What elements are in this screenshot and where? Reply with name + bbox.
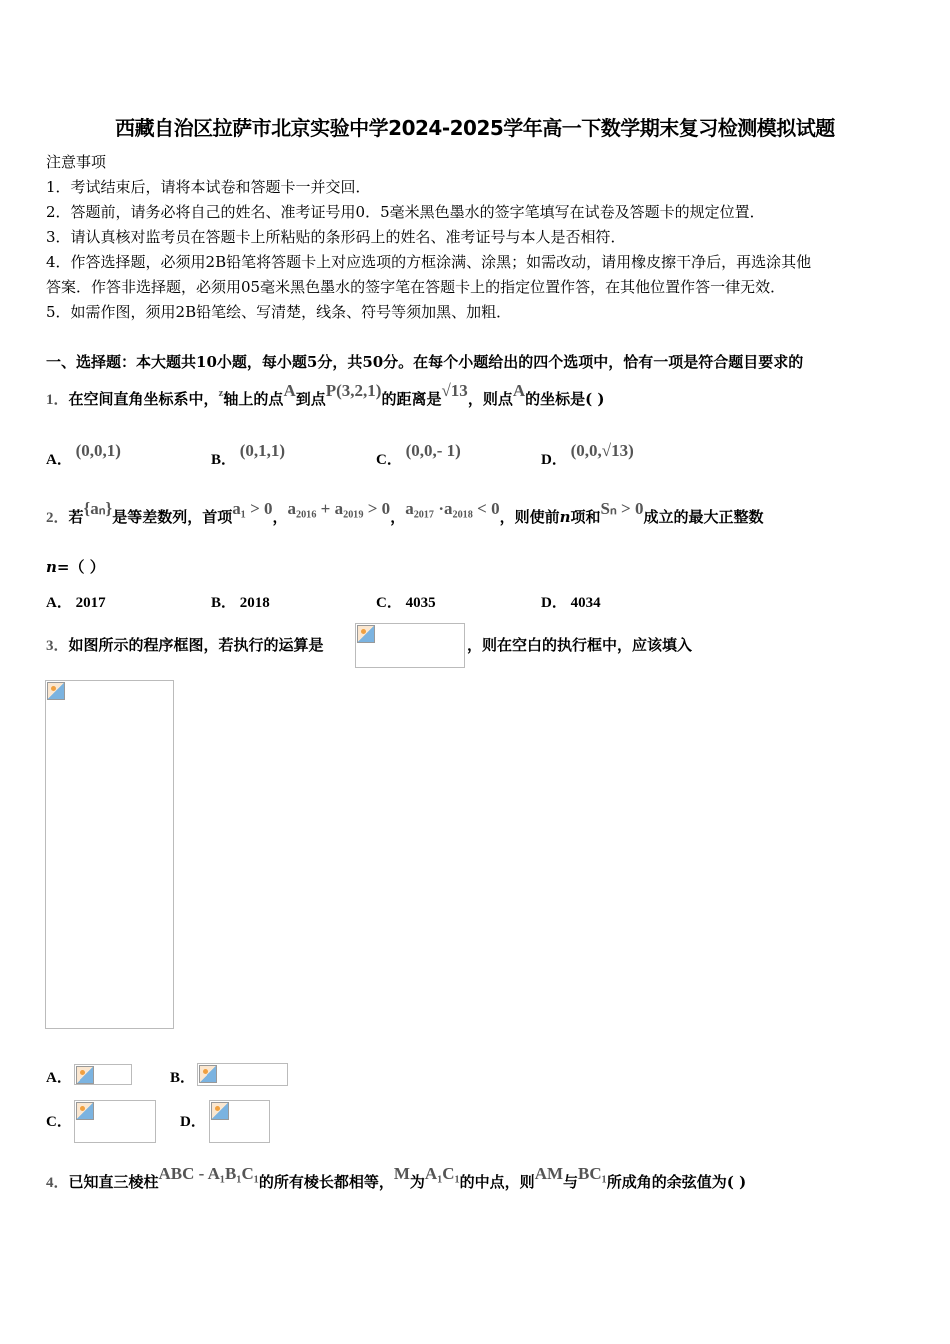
notes-heading: 注意事项	[46, 153, 107, 171]
q-text: 已知直三棱柱	[68, 1173, 159, 1191]
q-text: 是等差数列，首项	[112, 508, 233, 526]
q-number: 1．	[46, 392, 69, 408]
math: A	[512, 381, 526, 400]
question-2	[46, 499, 764, 527]
option-d[interactable]	[541, 441, 634, 469]
question-2-cont	[46, 556, 105, 577]
math: a₂₀₁₆ + a₂₀₁₉ > 0	[287, 499, 391, 518]
option-label: A．	[46, 452, 72, 468]
q-text: 如图所示的程序框图，若执行的运算是	[68, 636, 324, 654]
note-item: 答案．作答非选择题，必须用05毫米黑色墨水的签字笔在答题卡上的指定位置作答，在其他位置作答一律无效．	[46, 278, 786, 296]
broken-image-option-b	[197, 1063, 288, 1086]
option-value: 4034	[570, 595, 601, 611]
note-item: 2．答题前，请务必将自己的姓名、准考证号用0．5毫米黑色墨水的签字笔填写在试卷及答题卡的规定位置．	[46, 203, 765, 221]
option-label: B．	[211, 595, 237, 611]
q-text: ，	[272, 508, 288, 526]
question-3-cont: ，则在空白的执行框中，应该填入	[467, 636, 693, 654]
option-d[interactable]	[541, 591, 601, 612]
option-value: (0,1,1)	[239, 441, 286, 460]
option-a[interactable]	[46, 591, 106, 612]
option-label: D．	[541, 595, 567, 611]
math: ABC - A₁B₁C₁	[158, 1164, 259, 1183]
q-number: 3．	[46, 638, 69, 654]
q-text: ，	[390, 508, 406, 526]
broken-image-operation	[355, 623, 465, 668]
option-label: B．	[211, 452, 237, 468]
note-item: 1．考试结束后，请将本试卷和答题卡一并交回．	[46, 178, 371, 196]
q-text: 在空间直角坐标系中，	[68, 390, 219, 408]
q-number: 2．	[46, 510, 69, 526]
math: √13	[441, 381, 468, 400]
math: P(3,2,1)	[325, 381, 382, 400]
math: M	[393, 1164, 410, 1183]
option-c[interactable]	[376, 441, 461, 469]
q-text: 为	[409, 1173, 425, 1191]
option-value: (0,0,- 1)	[405, 441, 461, 460]
math: BC₁	[578, 1164, 607, 1183]
q-text: n	[559, 508, 571, 526]
broken-image-icon	[199, 1065, 217, 1083]
q-text: 所成角的余弦值为( )	[606, 1173, 747, 1191]
section-heading: 一、选择题：本大题共10小题，每小题5分，共50分。在每个小题给出的四个选项中，恰有一项是符合题目要求的	[46, 353, 804, 371]
option-value: 2017	[75, 595, 106, 611]
q-text: 的中点，则	[459, 1173, 535, 1191]
q-text: 到点	[295, 390, 326, 408]
note-item: 3．请认真核对监考员在答题卡上所粘贴的条形码上的姓名、准考证号与本人是否相符．	[46, 228, 626, 246]
math: AM	[534, 1164, 564, 1183]
q-text: 成立的最大正整数	[643, 508, 764, 526]
option-b[interactable]	[211, 441, 286, 469]
broken-image-option-c	[74, 1100, 156, 1143]
broken-image-icon	[76, 1066, 94, 1084]
q-text: 的所有棱长都相等，	[258, 1173, 394, 1191]
option-a[interactable]	[46, 441, 121, 469]
question-4	[46, 1164, 747, 1192]
option-b[interactable]	[211, 591, 270, 612]
broken-image-option-a	[74, 1064, 132, 1085]
broken-image-flowchart	[45, 680, 174, 1029]
q-text: =（ ）	[56, 558, 105, 576]
option-c[interactable]	[376, 591, 436, 612]
q-text: 与	[563, 1173, 579, 1191]
math: {aₙ}	[83, 499, 113, 518]
option-value: (0,0,√13)	[570, 441, 634, 460]
option-d[interactable]: D．	[180, 1114, 206, 1130]
math: a₁ > 0	[232, 499, 273, 518]
option-value: 2018	[239, 595, 270, 611]
option-label: A．	[46, 595, 72, 611]
page-title: 西藏自治区拉萨市北京实验中学2024-2025学年高一下数学期末复习检测模拟试题	[115, 116, 835, 140]
option-label: C．	[376, 595, 402, 611]
math: a₂₀₁₇ ·a₂₀₁₈ < 0	[405, 499, 500, 518]
option-value: 4035	[405, 595, 436, 611]
math: z	[218, 387, 224, 399]
q-text: n	[46, 558, 57, 576]
note-item: 4．作答选择题，必须用2B铅笔将答题卡上对应选项的方框涂满、涂黑；如需改动，请用橡皮擦干净后，再选涂其他	[46, 253, 812, 271]
broken-image-icon	[357, 625, 375, 643]
option-label: D．	[541, 452, 567, 468]
broken-image-icon	[211, 1102, 229, 1120]
option-c[interactable]: C．	[46, 1114, 72, 1130]
q-text: 若	[68, 508, 84, 526]
broken-image-icon	[47, 682, 65, 700]
q-text: 轴上的点	[223, 390, 284, 408]
question-3	[46, 634, 324, 655]
note-item: 5．如需作图，须用2B铅笔绘、写清楚，线条、符号等须加黑、加粗．	[46, 303, 512, 321]
option-a[interactable]: A．	[46, 1070, 72, 1086]
broken-image-icon	[76, 1102, 94, 1120]
q-text: ，则使前	[499, 508, 560, 526]
math: A	[283, 381, 296, 400]
option-value: (0,0,1)	[75, 441, 121, 460]
q-text: 项和	[570, 508, 601, 526]
math: A₁C₁	[424, 1164, 460, 1183]
q-text: ，则点	[467, 390, 513, 408]
option-label: C．	[376, 452, 402, 468]
broken-image-option-d	[209, 1100, 270, 1143]
math: Sₙ > 0	[600, 499, 644, 518]
question-1	[46, 381, 605, 409]
option-b[interactable]: B．	[170, 1070, 196, 1086]
q-text: 的距离是	[381, 390, 442, 408]
q-number: 4．	[46, 1175, 69, 1191]
q-text: 的坐标是( )	[525, 390, 605, 408]
